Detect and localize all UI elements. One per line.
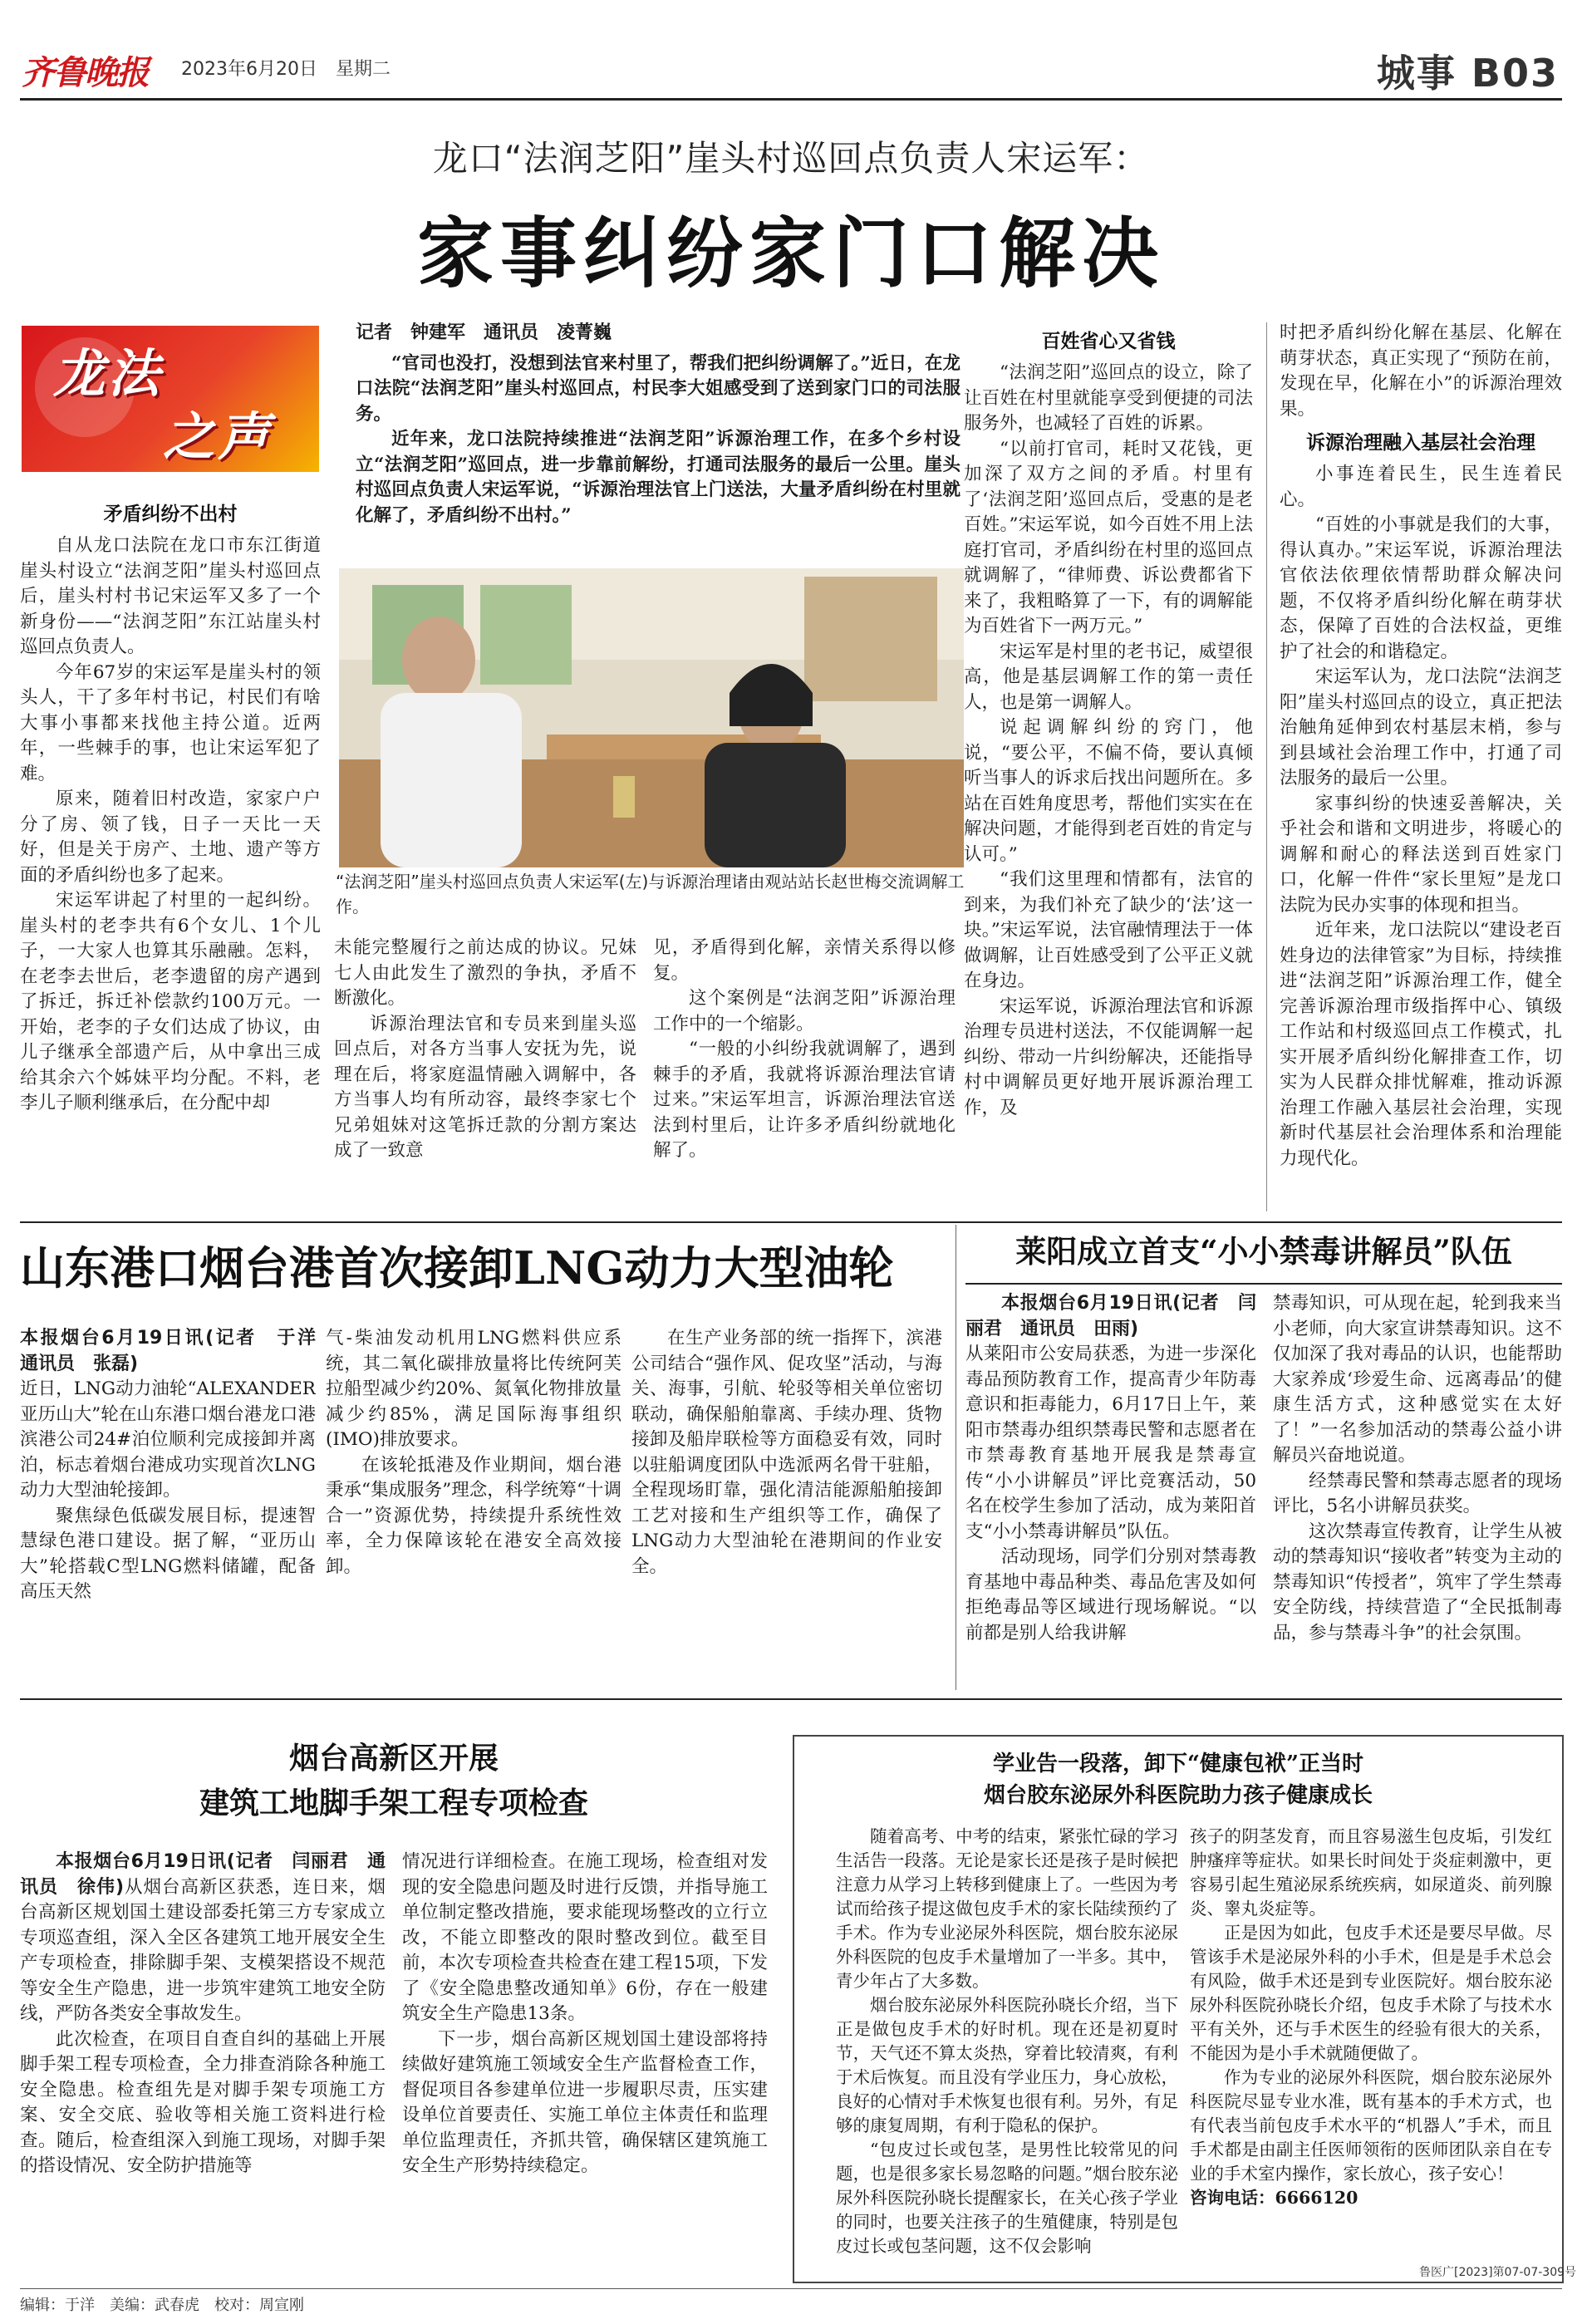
subhead-2: 百姓省心又省钱 (1041, 331, 1176, 352)
lead-intro-p2: 近年来，龙口法院持续推进“法润芝阳”诉源治理工作，在多个乡村设立“法润芝阳”巡回点，进一步靠前解纷，打通司法服务的最后一公里。崖头村巡回点负责人宋运军说，“诉源治理法官上门送法，大量矛盾纠纷在村里就化解了，矛盾纠纷不出村。” (356, 429, 960, 526)
ad-c1-p3: “包皮过长或包茎，是男性比较常见的问题，也是很多家长易忽略的问题。”烟台胶东泌尿外科医院孙晓长提醒家长，在关心孩子学业的同时，也要关注孩子的生殖健康，特别是包皮过长或包茎问题，这不仅会影响 (836, 2140, 1178, 2256)
lead-c2-p1: 未能完整履行之前达成的协议。兄妹七人由此发生了激烈的争执，矛盾不断激化。 (334, 937, 636, 1009)
hightech-column-2 (402, 1850, 768, 2287)
lead-c5-top: 时把矛盾纠纷化解在基层、化解在萌芽状态，真正实现了“预防在前，发现在早，化解在小”的诉源治理效果。 (1280, 322, 1562, 420)
hightech-c1-p1: 从烟台高新区获悉，连日来，烟台高新区规划国土建设部委托第三方专家成立专项巡查组，深入全区各建筑工地开展安全生产专项检查，排除脚手架、支模架搭设不规范等安全生产隐患，进一步筑牢建筑工地安全防线，严防各类安全事故发生。 (20, 1876, 386, 2024)
laiyang-c1-p2: 活动现场，同学们分别对禁毒教育基地中毒品种类、毒品危害及如何拒绝毒品等区域进行现场解说。“以前都是别人给我讲解 (965, 1546, 1256, 1644)
column-logo-badge (22, 326, 319, 472)
lead-c3-p1: 见，矛盾得到化解，亲情关系得以修复。 (653, 937, 956, 984)
ad-phone-line (1190, 2186, 1552, 2210)
lead-c4-p2: “以前打官司，耗时又花钱，更加深了双方之间的矛盾。村里有了‘法润芝阳’巡回点后，受惠的是老百姓。”宋运军说，如今百姓不用上法庭打官司，矛盾纠纷在村里的巡回点就调解了，“律师费、诉讼费都省下来了，我粗略算了一下，有的调解能为百姓省下一两万元。” (964, 438, 1253, 636)
lead-intro-p1: “官司也没打，没想到法官来村里了，帮我们把纠纷调解了。”近日，在龙口法院“法润芝阳”崖头村巡回点，村民李大姐感受到了送到家门口的司法服务。 (356, 352, 960, 425)
lead-byline: 记者 钟建军 通讯员 凌菁巍 (356, 322, 612, 343)
lead-c5-p5: 近年来，龙口法院以“建设老百姓身边的法律管家”为目标，持续推进“法润芝阳”诉源治理工作，健全完善诉源治理市级指挥中心、镇级工作站和村级巡回点工作模式，扎实开展矛盾纠纷化解排查工作，切实为人民群众排忧解难，推动诉源治理工作融入基层社会治理，实现新时代基层社会治理体系和治理能力现代化。 (1280, 920, 1562, 1169)
page-number: B03 (1471, 51, 1559, 96)
hightech-column-1 (20, 1850, 386, 2287)
ad-c1-p2: 烟台胶东泌尿外科医院孙晓长介绍，当下正是做包皮手术的好时机。现在还是初夏时节，天气还不算太炎热，穿着比较清爽，有利于术后恢复。而且没有学业压力，身心放松，良好的心情对手术恢复也很有利。另外，有足够的康复周期，有利于隐私的保护。 (836, 1995, 1178, 2135)
column-logo-line1: 龙法 (53, 343, 164, 404)
lead-c3-p2: 这个案例是“法润芝阳”诉源治理工作中的一个缩影。 (653, 988, 956, 1034)
laiyang-title: 莱阳成立首支“小小禁毒讲解员”队伍 (1015, 1233, 1512, 1270)
ad-approval-code: 鲁医广[2023]第07-07-309号 (1419, 2266, 1577, 2279)
laiyang-c2-p3: 这次禁毒宣传教育，让学生从被动的禁毒知识“接收者”转变为主动的禁毒知识“传授者”，筑牢了学生禁毒安全防线，持续营造了“全民抵制毒品，参与禁毒斗争”的社会氛围。 (1273, 1521, 1562, 1644)
lng-column-3 (631, 1326, 942, 1692)
lng-c3-p1: 在生产业务部的统一指挥下，滨港公司结合“强作风、促攻坚”活动，与海关、海事，引航、轮驳等相关单位密切联动，确保船舶靠离、手续办理、货物接卸及船岸联检等方面稳妥有效，同时以驻船调度团队中选派两名骨干驻船，全程现场盯靠，强化清洁能源船舶接卸工艺对接和生产组织等工作，确保了LNG动力大型油轮在港期间的作业安全。 (631, 1328, 942, 1577)
ad-phone-label: 咨询电话： (1190, 2188, 1275, 2208)
subhead-1: 矛盾纠纷不出村 (103, 504, 238, 525)
lead-column-4 (964, 321, 1253, 1213)
lead-c4-p6: 宋运军说，诉源治理法官和诉源治理专员进村送法，不仅能调解一起纠纷、带动一片纠纷解决，还能指导村中调解员更好地开展诉源治理工作，及 (964, 995, 1253, 1118)
lead-c5-p1: 小事连着民生，民生连着民心。 (1280, 464, 1562, 510)
lng-c1-p2: 聚焦绿色低碳发展目标，提速智慧绿色港口建设。据了解，“亚历山大”轮搭载C型LNG燃料储罐，配备高压天然 (20, 1505, 316, 1602)
laiyang-title-rule (965, 1283, 1562, 1285)
weekday-text: 星期二 (336, 59, 391, 80)
hightech-title-line2: 建筑工地脚手架工程专项检查 (199, 1786, 588, 1820)
lead-column-1 (20, 494, 321, 1213)
subhead-3: 诉源治理融入基层社会治理 (1306, 432, 1535, 454)
lead-c5-p2: “百姓的小事就是我们的大事，得认真办。”宋运军说，诉源治理法官依法依理依情帮助群众解决问题，不仅将矛盾纠纷化解在萌芽状态，保障了百姓的合法权益，更维护了社会的和谐稳定。 (1280, 514, 1562, 662)
lng-title: 山东港口烟台港首次接卸LNG动力大型油轮 (20, 1241, 894, 1295)
ad-column-1 (836, 1825, 1178, 2277)
lead-title: 家事纠纷家门口解决 (416, 209, 1165, 298)
lead-c1-p3: 原来，随着旧村改造，家家户户分了房、领了钱，日子一天比一天好，但是关于房产、土地、遗产等方面的矛盾纠纷也多了起来。 (20, 789, 321, 886)
laiyang-c1-p1: 从莱阳市公安局获悉，为进一步深化毒品预防教育工作，提高青少年防毒意识和拒毒能力，6月17日上午，莱阳市禁毒办组织禁毒民警和志愿者在市禁毒教育基地开展我是禁毒宣传“小小讲解员”评比竞赛活动，50名在校学生参加了活动，成为莱阳首支“小小禁毒讲解员”队伍。 (965, 1344, 1256, 1542)
hightech-byline: 本报烟台6月19日讯(记者 闫丽君 通讯员 徐伟) (20, 1851, 386, 1898)
lead-c5-p3: 宋运军认为，龙口法院“法润芝阳”崖头村巡回点的设立，真正把法治触角延伸到农村基层末梢，参与到县域社会治理工作中，打通了司法服务的最后一公里。 (1280, 666, 1562, 789)
lead-c4-p1: “法润芝阳”巡回点的设立，除了让百姓在村里就能享受到便捷的司法服务外，也减轻了百姓的诉累。 (964, 362, 1253, 434)
ad-c2-p2: 正是因为如此，包皮手术还是要尽早做。尽管该手术是泌尿外科的小手术，但是是手术总会有风险，做手术还是到专业医院好。烟台胶东泌尿外科医院孙晓长介绍，包皮手术除了与技术水平有关外，还与手术医生的经验有很大的关系，不能因为是小手术就随便做了。 (1190, 1923, 1552, 2063)
photo-caption: “法润芝阳”崖头村巡回点负责人宋运军(左)与诉源治理诸由观站站长赵世梅交流调解工作。 (336, 872, 965, 916)
date-text: 2023年6月20日 (181, 59, 317, 80)
hightech-c2-p2: 下一步，烟台高新区规划国土建设部将持续做好建筑施工领域安全生产监督检查工作，督促项目各参建单位进一步履职尽责，压实建设单位首要责任、实施工单位主体责任和监理单位监理责任，齐抓共管，确保辖区建筑施工安全生产形势持续稳定。 (402, 2028, 768, 2176)
ad-phone-number: 6666120 (1275, 2188, 1358, 2208)
lead-column-3 (653, 936, 956, 1213)
hightech-title-line1: 烟台高新区开展 (288, 1741, 499, 1776)
section-label (1377, 43, 1559, 98)
ad-c2-p3: 作为专业的泌尿外科医院，烟台胶东泌尿外科医院尽显专业水准，既有基本的手术方式，也有代表当前包皮手术水平的“机器人”手术，而且手术都是由副主任医师领衔的医师团队亲自在专业的手术室内操作，家长放心，孩子安心！ (1190, 2067, 1552, 2184)
ad-title-line2: 烟台胶东泌尿外科医院助力孩子健康成长 (983, 1783, 1373, 1808)
laiyang-c2-p1: 禁毒知识，可从现在起，轮到我来当小老师，向大家宣讲禁毒知识。这不仅加深了我对毒品的认识，也能帮助大家养成‘珍爱生命、远离毒品’的健康生活方式，这种感觉实在太好了！”一名参加活动的禁毒公益小讲解员兴奋地说道。 (1273, 1293, 1562, 1466)
footer-credits: 编辑：于洋 美编：武春虎 校对：周宣刚 (20, 2297, 304, 2314)
photo-illustration-icon (339, 568, 964, 867)
lng-c2-p1: 气-柴油发动机用LNG燃料供应系统，其二氧化碳排放量将比传统阿芙拉船型减少约20%、氮氧化物排放量减少约85%，满足国际海事组织(IMO)排放要求。 (326, 1328, 622, 1450)
lead-c4-p4: 说起调解纠纷的窍门，他说，“要公平，不偏不倚，要认真倾听当事人的诉求后找出问题所在。多站在百姓角度思考，帮他们实实在在解决问题，才能得到老百姓的肯定与认可。” (964, 717, 1253, 865)
hightech-c2-p1: 情况进行详细检查。在施工现场，检查组对发现的安全隐患问题及时进行反馈，并指导施工单位制定整改措施，要求能现场整改的立行立改，不能立即整改的限时整改到位。截至目前，本次专项检查共检查在建工程15项，下发了《安全隐患整改通知单》6份，存在一般建筑安全生产隐患13条。 (402, 1851, 768, 2024)
lng-byline: 本报烟台6月19日讯(记者 于洋 通讯员 张磊) (20, 1328, 316, 1374)
column-logo-line2: 之声 (163, 406, 273, 467)
lead-c1-p4: 宋运军讲起了村里的一起纠纷。崖头村的老李共有6个女儿、1个儿子，一大家人也算其乐融融。怎料，在老李去世后，老李遗留的房产遇到了拆迁，拆迁补偿款约100万元。一开始，老李的子女们达成了协议，由儿子继承全部遗产后，从中拿出三成给其余六个姊妹平均分配。不料，老李儿子顺利继承后，在分配中却 (20, 890, 321, 1113)
ad-column-2 (1190, 1825, 1552, 2260)
lead-intro (356, 321, 960, 562)
lead-c1-p1: 自从龙口法院在龙口市东江街道崖头村设立“法润芝阳”崖头村巡回点后，崖头村村书记宋运军又多了一个新身份——“法润芝阳”东江站崖头村巡回点负责人。 (20, 535, 321, 657)
ad-title-line1: 学业告一段落，卸下“健康包袱”正当时 (993, 1752, 1363, 1776)
lead-c4-p5: “我们这里理和情都有，法官的到来，为我们补充了缺少的‘法’这一块。”宋运军说，法官融情理法于一体做调解，让百姓感受到了公平正义就在身边。 (964, 869, 1253, 991)
lead-c2-p2: 诉源治理法官和专员来到崖头巡回点后，对各方当事人安抚为先，说理在后，将家庭温情融入调解中，各方当事人均有所动容，最终李家七个兄弟姐妹对这笔拆迁款的分割方案达成了一致意 (334, 1013, 636, 1161)
laiyang-byline: 本报烟台6月19日讯(记者 闫丽君 通讯员 田雨) (965, 1293, 1256, 1339)
column-divider (1266, 322, 1267, 1211)
footer-rule (20, 2288, 1562, 2289)
news-photo (339, 568, 964, 867)
lng-c1-p1: 近日，LNG动力油轮“ALEXANDER亚历山大”轮在山东港口烟台港龙口港滨港公司24#泊位顺利完成接卸并离泊，标志着烟台港成功实现首次LNG动力大型油轮接卸。 (20, 1378, 316, 1501)
lng-c2-p2: 在该轮抵港及作业期间，烟台港秉承“集成服务”理念，科学统筹“十调合一”资源优势，持续提升系统性效率，全力保障该轮在港安全高效接卸。 (326, 1454, 622, 1577)
section-name: 城事 (1376, 51, 1457, 96)
lead-column-2 (334, 936, 636, 1213)
section-rule (20, 1698, 1562, 1700)
lead-c1-p2: 今年67岁的宋运军是崖头村的领头人，干了多年村书记，村民们有啥大事小事都来找他主持公道。近两年，一些棘手的事，也让宋运军犯了难。 (20, 661, 321, 784)
laiyang-column-2 (1273, 1291, 1562, 1690)
lead-c3-p3: “一般的小纠纷我就调解了，遇到棘手的矛盾，我就将诉源治理法官请过来。”宋运军坦言，诉源治理法官送法到村里后，让许多矛盾纠纷就地化解了。 (653, 1039, 956, 1161)
lead-c5-p4: 家事纠纷的快速妥善解决，关乎社会和谐和文明进步，将暖心的调解和耐心的释法送到百姓家门口，化解一件件“家长里短”是龙口法院为民办实事的体现和担当。 (1280, 793, 1562, 916)
ad-c1-p1: 随着高考、中考的结束，紧张忙碌的学习生活告一段落。无论是家长还是孩子是时候把注意力从学习上转移到健康上了。一些因为考试而给孩子提这做包皮手术的家长陆续预约了手术。作为专业泌尿外科医院，烟台胶东泌尿外科医院的包皮手术量增加了一半多。其中，青少年占了大多数。 (836, 1826, 1178, 1991)
lead-kicker: 龙口“法润芝阳”崖头村巡回点负责人宋运军： (432, 138, 1150, 179)
hightech-c1-p2: 此次检查，在项目自查自纠的基础上开展脚手架工程专项检查，全力排查消除各种施工安全隐患。检查组先是对脚手架专项施工方案、安全交底、验收等相关施工资料进行检查。随后，检查组深入到施工现场，对脚手架的搭设情况、安全防护措施等 (20, 2028, 386, 2176)
lead-column-5 (1280, 321, 1562, 1213)
lead-c4-p3: 宋运军是村里的老书记，威望很高，他是基层调解工作的第一责任人，也是第一调解人。 (964, 641, 1253, 713)
section-rule (20, 1221, 1562, 1223)
laiyang-c2-p2: 经禁毒民警和禁毒志愿者的现场评比，5名小讲解员获奖。 (1273, 1470, 1562, 1516)
paper-logo: 齐鲁晚报 (22, 53, 148, 92)
ad-c2-p1: 孩子的阴茎发育，而且容易滋生包皮垢，引发红肿瘙痒等症状。如果长时间处于炎症刺激中，更容易引起生殖泌尿系统疾病，如尿道炎、前列腺炎、睾丸炎症等。 (1190, 1826, 1552, 1919)
masthead-rule (20, 98, 1562, 101)
lng-column-1 (20, 1326, 316, 1692)
lng-column-2 (326, 1326, 622, 1692)
masthead-date (181, 55, 391, 81)
laiyang-column-1 (965, 1291, 1256, 1690)
